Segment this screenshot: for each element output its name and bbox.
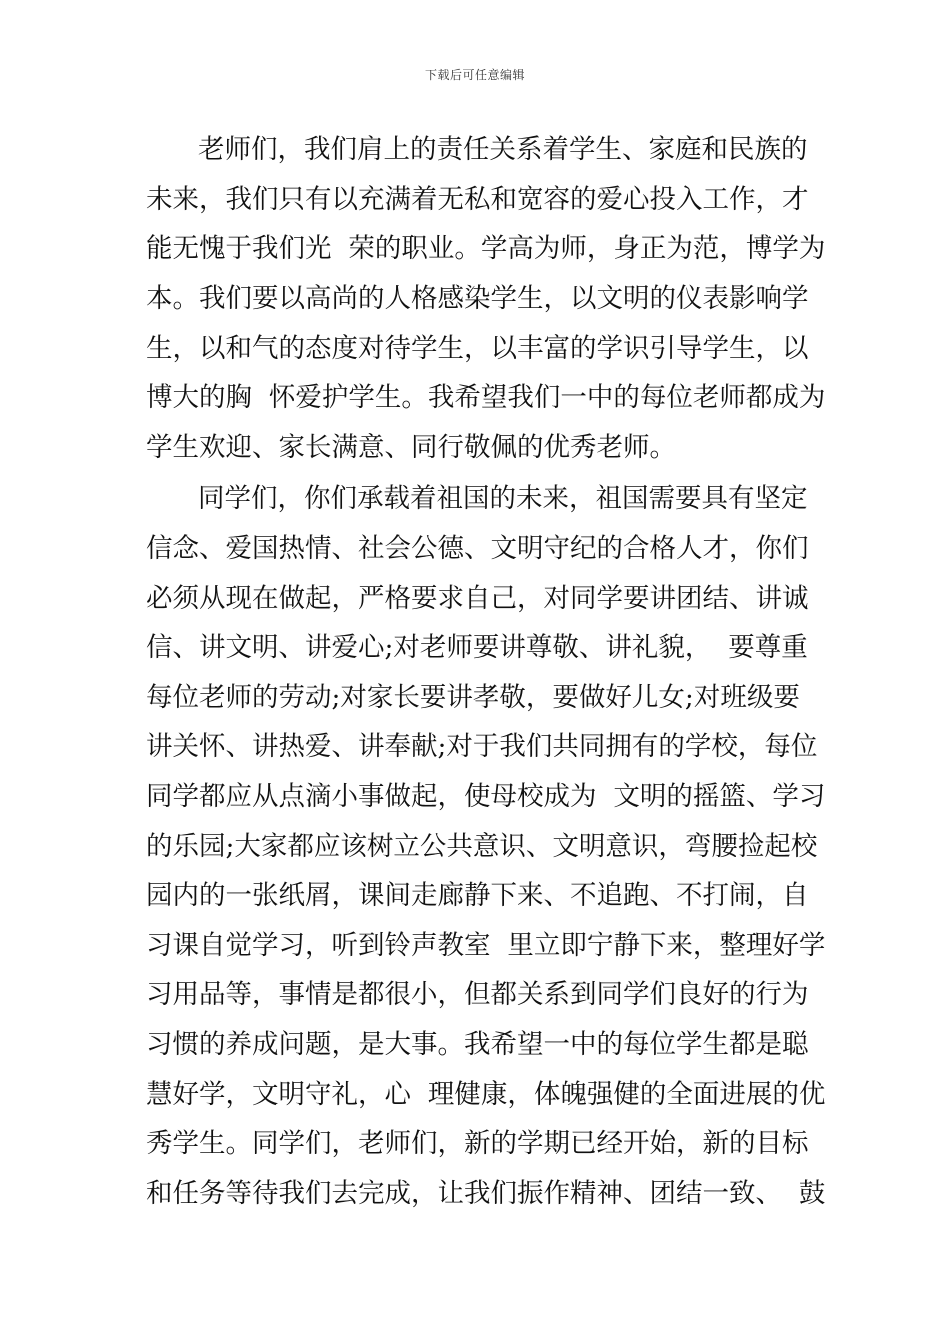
paragraph-line: 习课自觉学习，听到铃声教室 里立即宁静下来，整理好学 [146, 930, 826, 961]
paragraph-line: 讲关怀、讲热爱、讲奉献;对于我们共同拥有的学校，每位 [146, 731, 818, 762]
paragraph-line: 同学们，你们承载着祖国的未来，祖国需要具有坚定 [198, 483, 808, 514]
paragraph-line: 习惯的养成问题，是大事。我希望一中的每位学生都是聪 [146, 1029, 809, 1060]
paragraph-line: 生，以和气的态度对待学生，以丰富的学识引导学生，以 [146, 333, 809, 364]
paragraph-line: 园内的一张纸屑，课间走廊静下来、不追跑、不打闹，自 [146, 880, 809, 911]
paragraph-line: 学生欢迎、家长满意、同行敬佩的优秀老师。 [146, 432, 676, 463]
paragraph-line: 未来，我们只有以充满着无私和宽容的爱心投入工作，才 [146, 184, 809, 215]
paragraph-line: 的乐园;大家都应该树立公共意识、文明意识，弯腰捡起校 [146, 831, 818, 862]
paragraph-line: 信、讲文明、讲爱心;对老师要讲尊敬、讲礼貌， 要尊重 [146, 632, 808, 663]
paragraph-line: 老师们，我们肩上的责任关系着学生、家庭和民族的 [198, 134, 808, 165]
paragraph-line: 同学都应从点滴小事做起，使母校成为 文明的摇篮、学习 [146, 781, 826, 812]
paragraph-line: 习用品等，事情是都很小，但都关系到同学们良好的行为 [146, 979, 809, 1010]
paragraph-line: 慧好学，文明守礼，心 理健康，体魄强健的全面进展的优 [146, 1079, 826, 1110]
paragraph-line: 博大的胸 怀爱护学生。我希望我们一中的每位老师都成为 [146, 382, 826, 413]
paragraph-line: 每位老师的劳动;对家长要讲孝敬，要做好儿女;对班级要 [146, 682, 800, 713]
paragraph-line: 能无愧于我们光 荣的职业。学高为师，身正为范，博学为 [146, 233, 826, 264]
paragraph-line: 本。我们要以高尚的人格感染学生，以文明的仪表影响学 [146, 283, 809, 314]
paragraph-line: 秀学生。同学们，老师们，新的学期已经开始，新的目标 [146, 1128, 809, 1159]
paragraph-line: 必须从现在做起，严格要求自己，对同学要讲团结、讲诚 [146, 583, 809, 614]
paragraph-line: 信念、爱国热情、社会公德、文明守纪的合格人才，你们 [146, 533, 809, 564]
paragraph-line: 和任务等待我们去完成，让我们振作精神、团结一致、 鼓 [146, 1178, 826, 1209]
page-header: 下载后可任意编辑 [424, 68, 525, 82]
